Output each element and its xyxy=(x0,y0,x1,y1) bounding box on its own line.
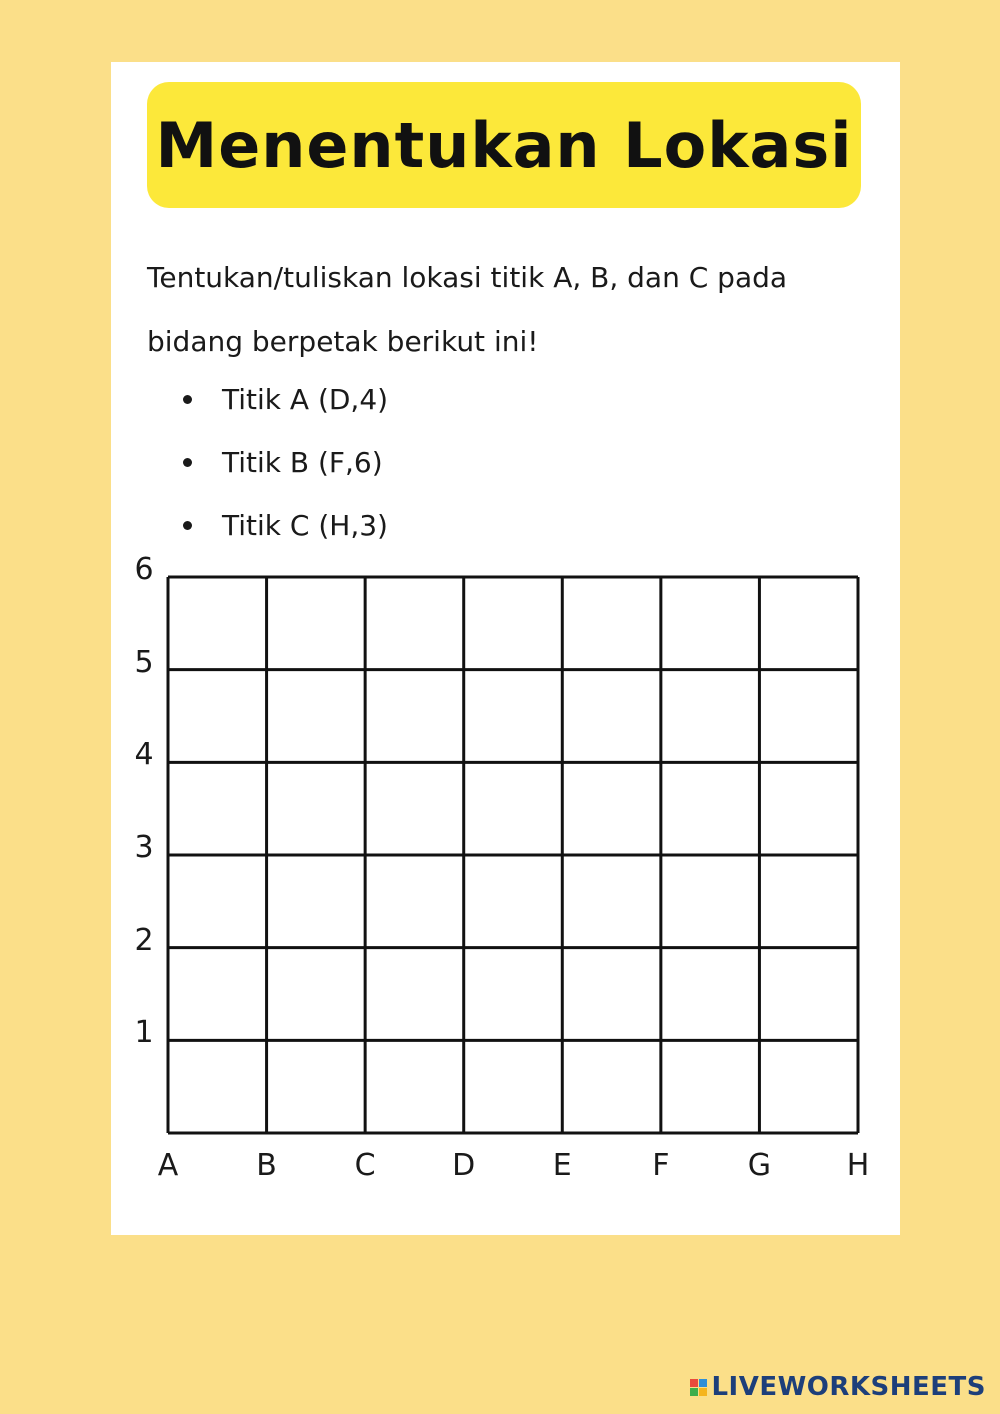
y-axis-label-2: 2 xyxy=(134,922,154,958)
liveworksheets-logo-icon xyxy=(690,1379,707,1396)
coordinate-grid xyxy=(111,62,900,1235)
x-axis-label-g: G xyxy=(747,1148,772,1183)
y-axis-label-6: 6 xyxy=(134,552,154,587)
y-axis-label-4: 4 xyxy=(134,737,154,773)
x-axis-label-f: F xyxy=(652,1148,670,1183)
x-axis-label-b: B xyxy=(256,1148,277,1183)
point-label-a: Titik A (D,4) xyxy=(222,383,389,416)
y-axis-label-3: 3 xyxy=(134,830,154,865)
point-label-c: Titik C (H,3) xyxy=(222,509,388,542)
x-axis-label-d: D xyxy=(452,1148,476,1183)
instruction-line-1: Tentukan/tuliskan lokasi titik A, B, dan C pada xyxy=(147,261,788,294)
worksheet-card xyxy=(111,62,900,1235)
x-axis-label-e: E xyxy=(552,1148,572,1183)
liveworksheets-watermark xyxy=(690,1372,986,1402)
x-axis-label-h: H xyxy=(846,1148,870,1183)
point-label-b: Titik B (F,6) xyxy=(222,446,383,479)
y-axis-label-5: 5 xyxy=(134,644,154,680)
x-axis-label-c: C xyxy=(354,1148,376,1183)
coordinate-grid-area xyxy=(111,62,900,1235)
instruction-line-2: bidang berpetak berikut ini! xyxy=(147,325,539,358)
watermark-text: LIVEWORKSHEETS xyxy=(711,1372,986,1402)
y-axis-label-1: 1 xyxy=(134,1015,154,1051)
worksheet-title: Menentukan Lokasi xyxy=(155,108,853,182)
x-axis-label-a: A xyxy=(157,1148,179,1183)
